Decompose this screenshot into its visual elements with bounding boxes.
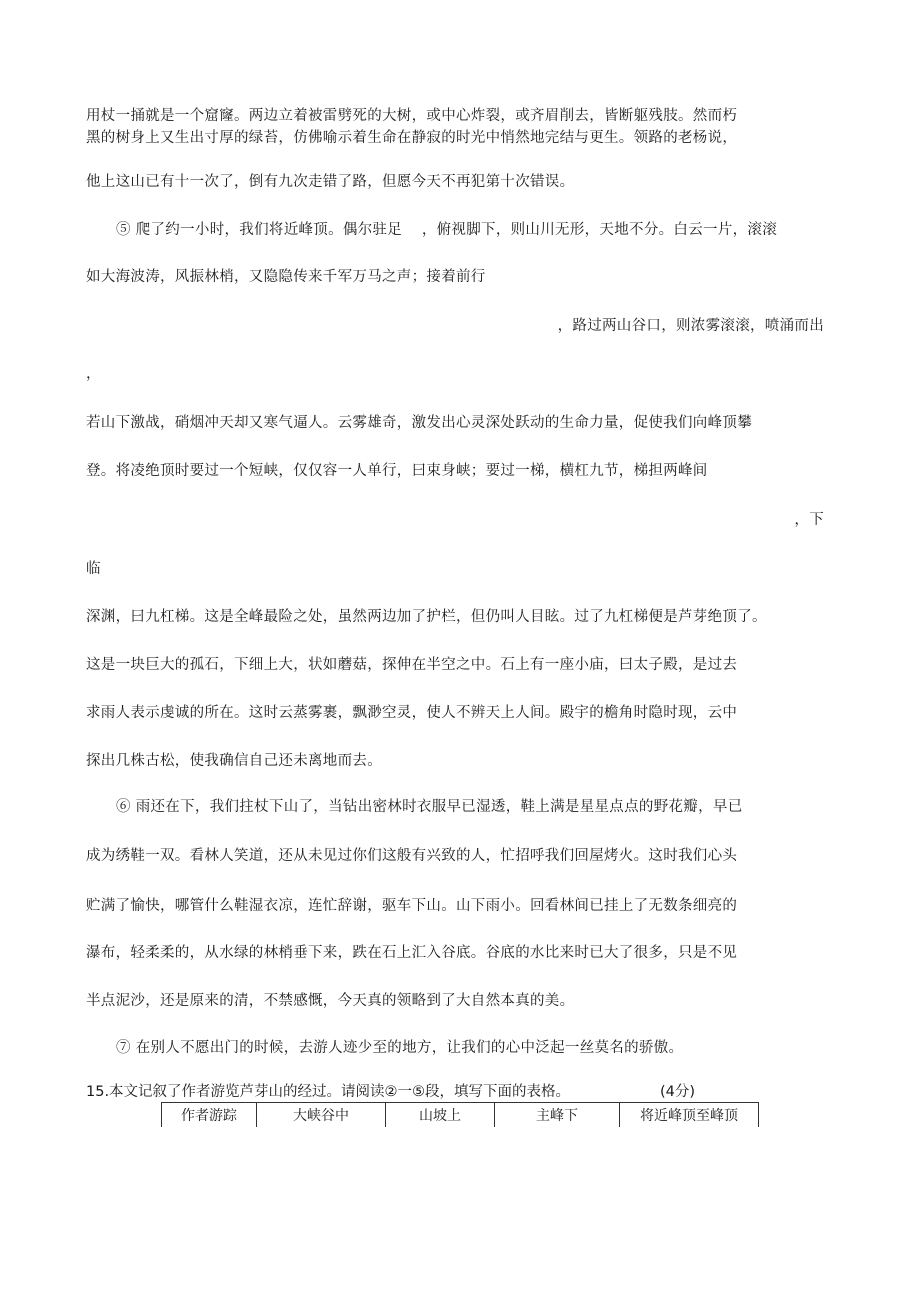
table-header-row xyxy=(162,1103,759,1128)
question-15-text: 15.本文记叙了作者游览芦芽山的经过。请阅读②一⑤段，填写下面的表格。 xyxy=(86,1084,571,1100)
paragraph-6-line-3: 贮满了愉快，哪管什么鞋湿衣凉，连忙辞谢，驱车下山。山下雨小。回看林间已挂上了无数条细亮的 xyxy=(86,898,738,914)
itinerary-table xyxy=(161,1102,759,1127)
table-header-cell: 山坡上 xyxy=(386,1103,495,1128)
table-header-cell: 作者游踪 xyxy=(162,1103,257,1128)
paragraph-5-line-3: ，路过两山谷口，则浓雾滚滚，喷涌而出 xyxy=(557,318,824,334)
paragraph-7: ⑦ 在别人不愿出门的时候，去游人迹少至的地方，让我们的心中泛起一丝莫名的骄傲。 xyxy=(116,1040,684,1056)
paragraph-5-line-5: 若山下激战，硝烟冲天却又寒气逼人。云雾雄奇，激发出心灵深处跃动的生命力量，促使我们向峰顶攀 xyxy=(86,415,752,431)
paragraph-5-line-2: 如大海波涛，风振林梢，又隐隐传来千军万马之声；接着前行 xyxy=(86,269,486,285)
question-15 xyxy=(86,1082,696,1102)
paragraph-5-line-7: ，下 xyxy=(794,512,824,528)
paragraph-6-line-4: 瀑布，轻柔柔的，从水绿的林梢垂下来，跌在石上汇入谷底。谷底的水比来时已大了很多，只是不见 xyxy=(86,945,738,961)
table-header-cell: 大峡谷中 xyxy=(257,1103,386,1128)
paragraph-5-line-9: 深渊，曰九杠梯。这是全峰最险之处，虽然两边加了护栏，但仍叫人目眩。过了九杠梯便是芦芽绝顶了。 xyxy=(86,609,767,625)
paragraph-6-line-1: ⑥ 雨还在下，我们拄杖下山了，当钻出密林时衣服早已湿透，鞋上满是星星点点的野花瓣，早已 xyxy=(116,799,743,815)
paragraph-5-line-11: 求雨人表示虔诚的所在。这时云蒸雾裹，飘渺空灵，使人不辨天上人间。殿宇的檐角时隐时现，云中 xyxy=(86,705,738,721)
paragraph-6-line-5: 半点泥沙，还是原来的清，不禁感慨，今天真的领略到了大自然本真的美。 xyxy=(86,993,575,1009)
paragraph-5-line-1: ⑤ 爬了约一小时，我们将近峰顶。偶尔驻足 ，俯视脚下，则山川无形，天地不分。白云一片，滚滚 xyxy=(116,222,778,238)
paragraph-5-line-4: ， xyxy=(86,366,101,382)
table-header-cell: 主峰下 xyxy=(495,1103,620,1128)
paragraph-6-line-2: 成为绣鞋一双。看林人笑道，还从未见过你们这般有兴致的人，忙招呼我们回屋烤火。这时我们心头 xyxy=(86,848,738,864)
table-header-cell: 将近峰顶至峰顶 xyxy=(620,1103,759,1128)
paragraph-5-line-12: 探出几株古松，使我确信自己还未离地而去。 xyxy=(86,753,382,769)
paragraph-5-line-8: 临 xyxy=(86,561,101,577)
paragraph-4-line-1: 用杖一捅就是一个窟窿。两边立着被雷劈死的大树，或中心炸裂，或齐眉削去，皆断躯残肢。然而朽 xyxy=(86,108,738,124)
paragraph-5-line-6: 登。将凌绝顶时要过一个短峡，仅仅容一人单行，曰束身峡；要过一梯，横杠九节，梯担两峰间 xyxy=(86,463,708,479)
question-15-points: (4分) xyxy=(660,1084,696,1100)
paragraph-5-line-10: 这是一块巨大的孤石，下细上大，状如蘑菇，探伸在半空之中。石上有一座小庙，曰太子殿，是过去 xyxy=(86,657,738,673)
paragraph-4-line-3: 他上这山已有十一次了，倒有九次走错了路，但愿今天不再犯第十次错误。 xyxy=(86,174,575,190)
paragraph-4-line-2: 黑的树身上又生出寸厚的绿苔，仿佛喻示着生命在静寂的时光中悄然地完结与更生。领路的老杨说， xyxy=(86,130,738,146)
